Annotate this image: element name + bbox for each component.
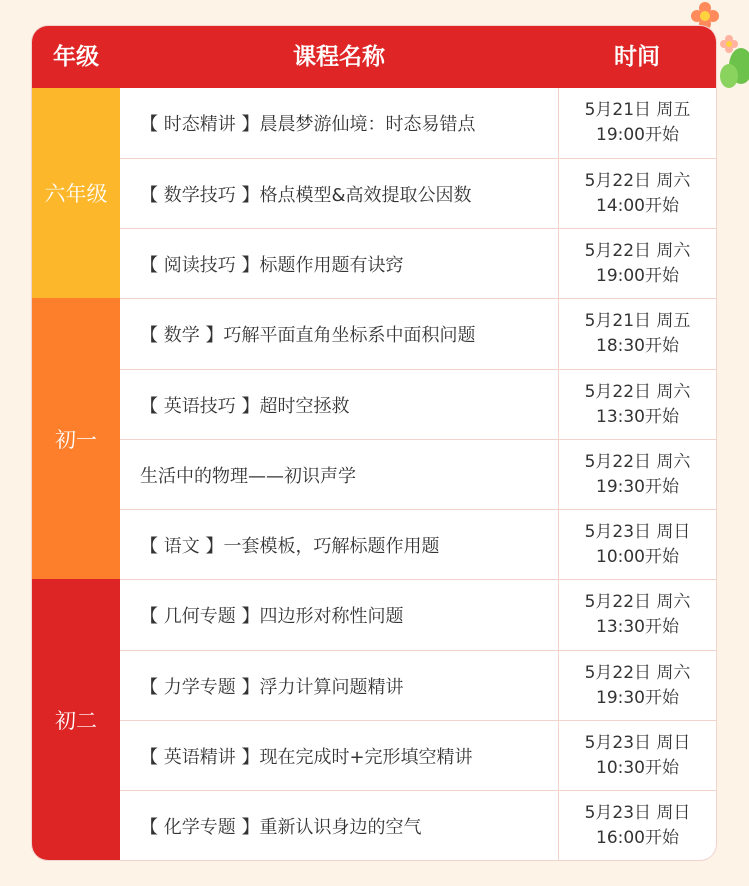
table-row [120, 439, 716, 509]
table-row [120, 158, 716, 228]
course-date: 5月22日 周六 [584, 240, 691, 261]
course-date: 5月22日 周六 [584, 662, 691, 683]
course-start: 18:30开始 [596, 336, 679, 356]
schedule-table [32, 26, 716, 860]
table-row [120, 509, 716, 579]
grade-cell-grade6: 六年级 [32, 88, 120, 298]
time-cell [558, 299, 716, 369]
grade-cell-grade7: 初一 [32, 298, 120, 579]
course-date: 5月23日 周日 [584, 802, 691, 823]
course-start: 16:00开始 [596, 827, 679, 848]
course-start: 19:00开始 [596, 125, 679, 145]
time-cell [558, 88, 716, 158]
course-start: 13:30开始 [596, 406, 679, 427]
header-time: 时间 [614, 44, 660, 70]
time-cell [558, 440, 716, 509]
course-name: 【 数学技巧 】格点模型&高效提取公因数 [140, 184, 472, 206]
course-start: 14:00开始 [596, 195, 679, 216]
course-date: 5月22日 周六 [584, 451, 691, 472]
course-date: 5月23日 周日 [584, 521, 691, 542]
table-row [120, 298, 716, 369]
time-cell [558, 651, 716, 720]
header-course: 课程名称 [293, 44, 385, 70]
course-name: 【 英语技巧 】超时空拯救 [140, 395, 350, 417]
table-row [120, 720, 716, 790]
time-cell [558, 159, 716, 228]
course-start: 13:30开始 [596, 617, 679, 637]
course-start: 19:30开始 [596, 476, 679, 497]
table-row [120, 650, 716, 720]
table-row [120, 369, 716, 439]
course-name: 【 几何专题 】四边形对称性问题 [140, 606, 404, 627]
time-cell [558, 721, 716, 790]
course-start: 19:00开始 [596, 265, 679, 286]
time-cell [558, 580, 716, 650]
time-cell [558, 229, 716, 298]
course-date: 5月22日 周六 [584, 592, 691, 612]
header-grade: 年级 [53, 44, 99, 70]
course-date: 5月21日 周五 [584, 100, 691, 120]
course-name: 【 阅读技巧 】标题作用题有诀窍 [140, 254, 404, 276]
course-name: 【 语文 】一套模板，巧解标题作用题 [140, 535, 440, 557]
course-name: 【 英语精讲 】现在完成时+完形填空精讲 [140, 746, 473, 768]
course-name: 【 时态精讲 】晨晨梦游仙境：时态易错点 [140, 114, 476, 135]
course-name: 生活中的物理——初识声学 [140, 465, 356, 487]
course-date: 5月23日 周日 [584, 732, 691, 753]
course-start: 10:30开始 [596, 757, 679, 778]
table-header [32, 26, 716, 88]
course-start: 10:00开始 [596, 546, 679, 567]
table-row [120, 579, 716, 650]
time-cell [558, 510, 716, 579]
course-start: 19:30开始 [596, 687, 679, 708]
time-cell [558, 370, 716, 439]
course-date: 5月22日 周六 [584, 381, 691, 402]
table-row [120, 228, 716, 298]
course-name: 【 化学专题 】重新认识身边的空气 [140, 816, 422, 838]
course-name: 【 数学 】巧解平面直角坐标系中面积问题 [140, 325, 476, 346]
table-row [120, 88, 716, 158]
course-name: 【 力学专题 】浮力计算问题精讲 [140, 676, 404, 698]
course-date: 5月22日 周六 [584, 170, 691, 191]
grade-cell-grade8: 初二 [32, 579, 120, 860]
course-date: 5月21日 周五 [584, 311, 691, 331]
table-row [120, 790, 716, 860]
time-cell [558, 791, 716, 860]
